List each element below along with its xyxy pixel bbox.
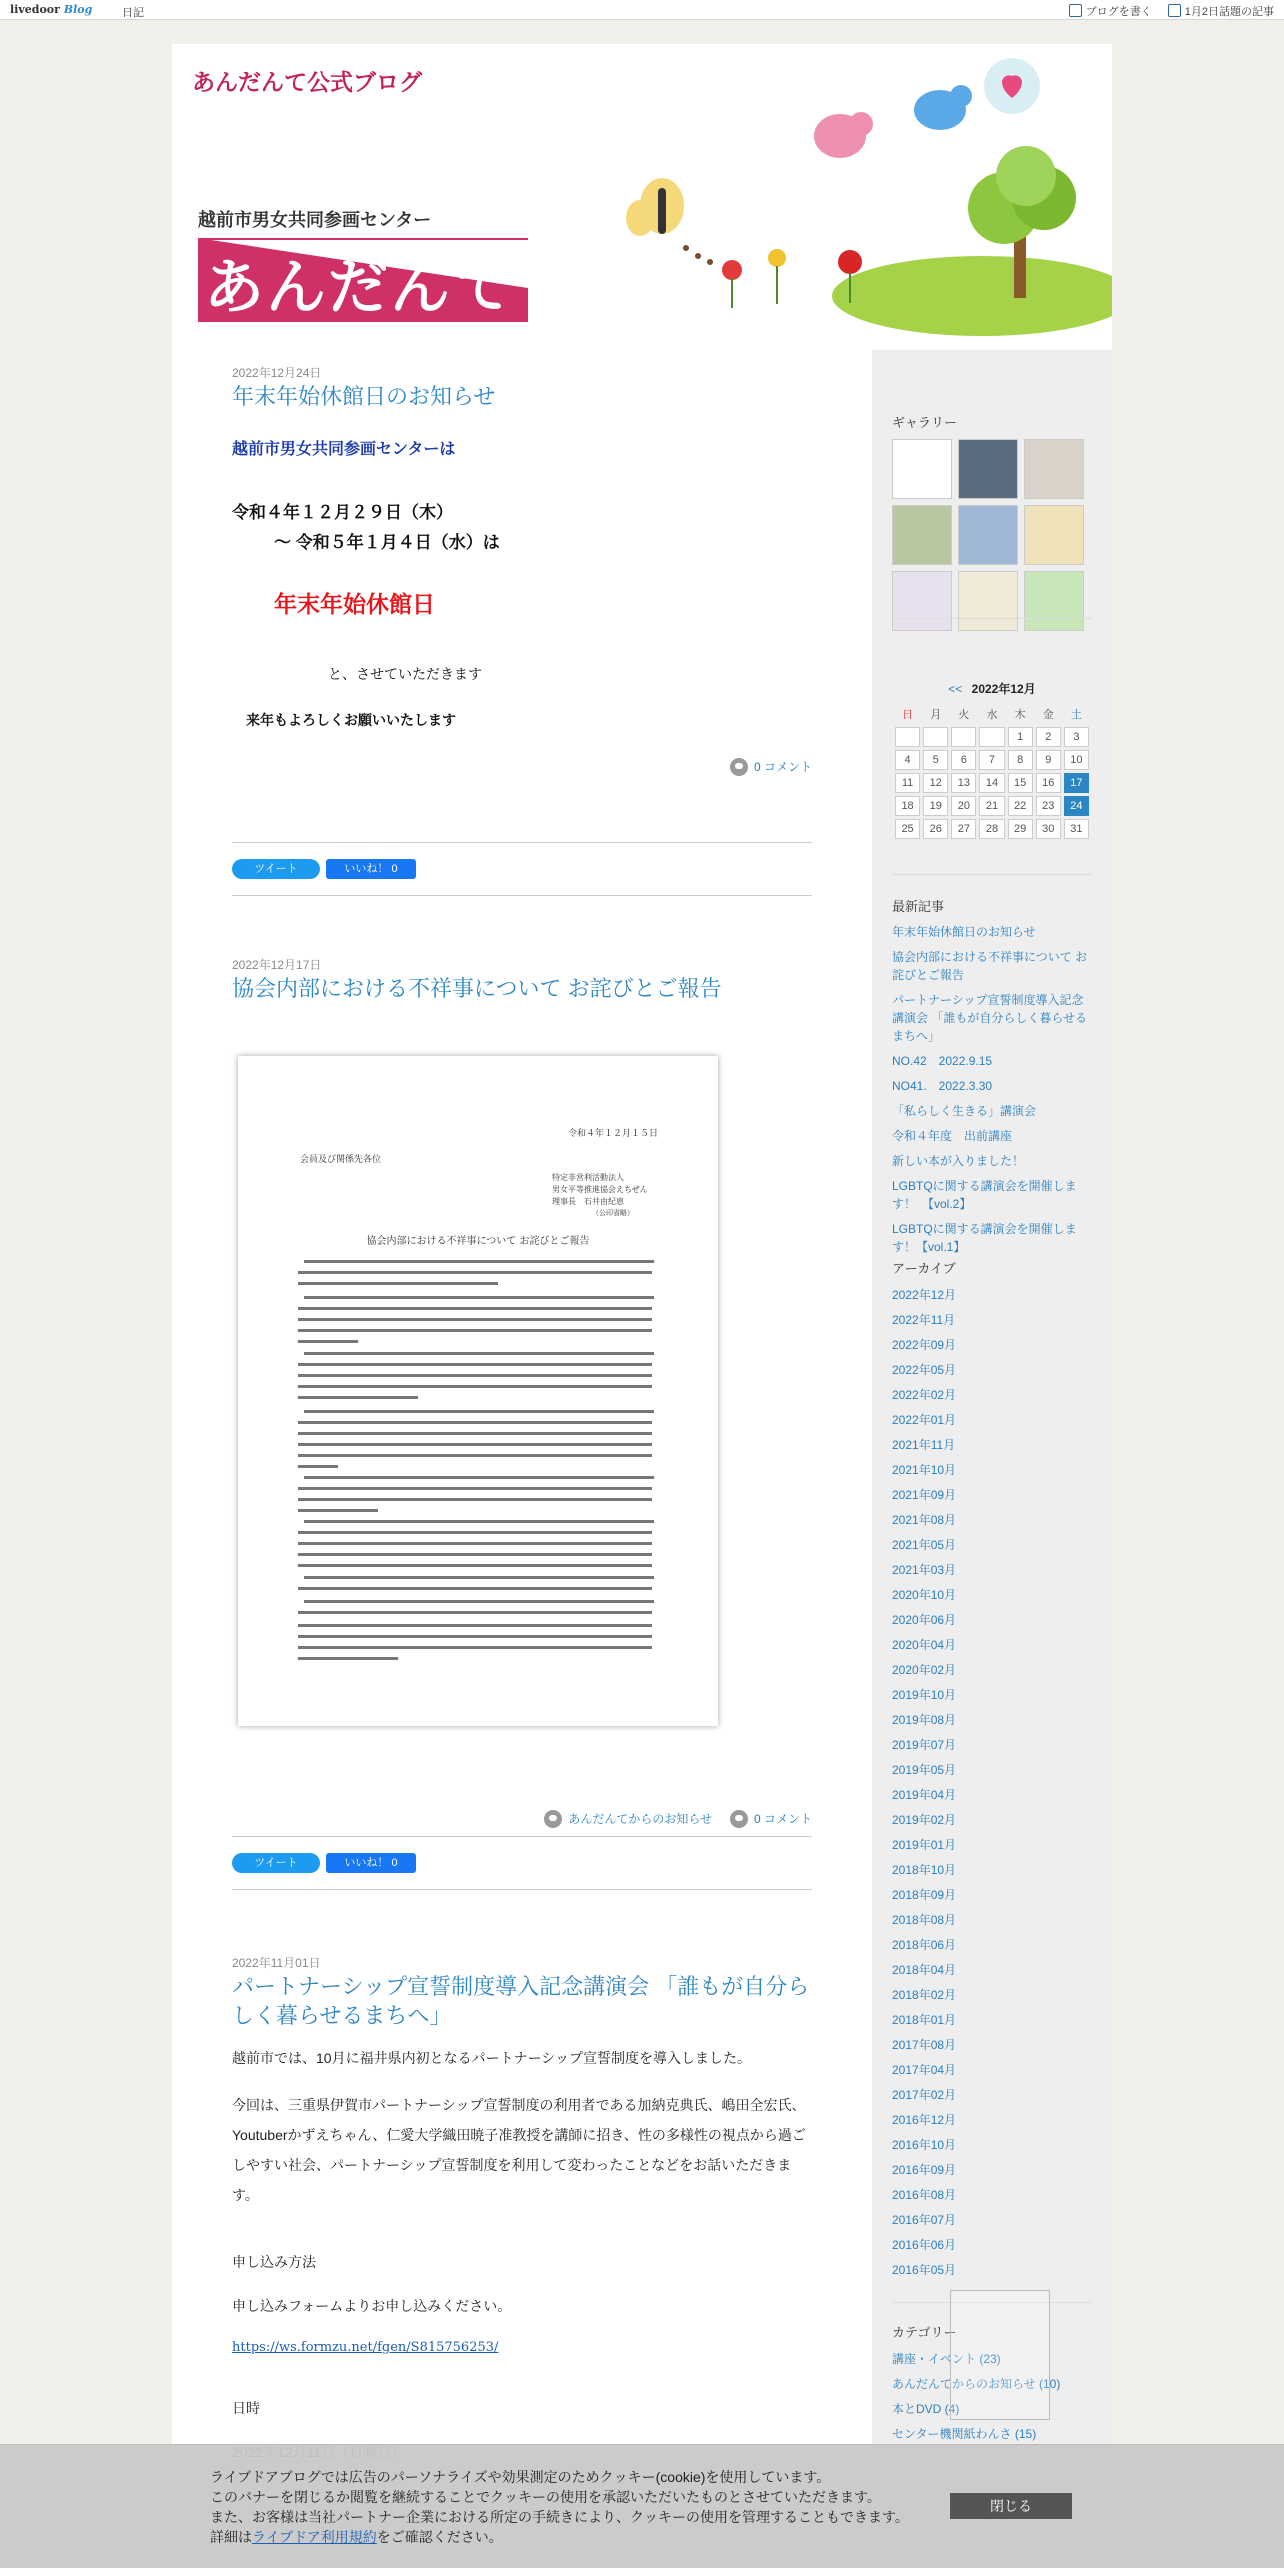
post-1: [232, 364, 812, 875]
list-item: [892, 1710, 1092, 1731]
list-item: [892, 1685, 1092, 1706]
share-buttons: [232, 1853, 416, 1873]
notice-line-4: 年末年始休館日: [274, 591, 435, 617]
calendar-day[interactable]: 24: [1064, 796, 1089, 816]
cookie-text: [210, 2467, 909, 2547]
divider: [892, 618, 1092, 619]
recent-list: [892, 923, 1092, 1256]
list-item: [892, 2260, 1092, 2281]
calendar-weekday: 木: [1014, 709, 1026, 721]
divider: [232, 895, 812, 896]
calendar-day: 18: [895, 796, 920, 816]
divider: [232, 842, 812, 843]
category-link[interactable]: あんだんてからのお知らせ: [544, 1810, 712, 1828]
gallery-thumb[interactable]: [892, 571, 952, 631]
terms-link[interactable]: ライブドア利用規約: [252, 2529, 377, 2545]
sidebar: [872, 350, 1112, 2568]
recent-post-link[interactable]: LGBTQに関する講演会を開催します！【vol.1】: [892, 1222, 1077, 1254]
list-item: [892, 923, 1092, 941]
gallery-thumb[interactable]: [1024, 571, 1084, 631]
calendar-section: [892, 680, 1092, 842]
calendar-table: [892, 701, 1092, 842]
broken-image-placeholder: [950, 2290, 1050, 2420]
calendar-header: [892, 680, 1092, 697]
archive-link[interactable]: 2022年12月: [892, 1288, 957, 1302]
gallery-thumb[interactable]: [958, 571, 1018, 631]
gallery-thumb[interactable]: [1024, 439, 1084, 499]
archive-link[interactable]: 2022年01月: [892, 1413, 957, 1427]
list-item: [892, 2210, 1092, 2231]
list-item: [892, 1860, 1092, 1881]
archive-link[interactable]: 2021年09月: [892, 1488, 957, 1502]
page-container: [172, 44, 1112, 2568]
doc-org: 男女平等推進協会えちぜん: [552, 1185, 648, 1194]
calendar-day: 19: [923, 796, 948, 816]
calendar-day: [951, 727, 976, 747]
archive-link[interactable]: 2018年02月: [892, 1988, 957, 2002]
archive-link[interactable]: 2018年01月: [892, 2013, 957, 2027]
list-item: [892, 1510, 1092, 1531]
recent-post-link[interactable]: 新しい本が入りました！: [892, 1154, 1025, 1168]
gallery-thumb[interactable]: [958, 505, 1018, 565]
archive-link[interactable]: 2020年04月: [892, 1638, 957, 1652]
archive-link[interactable]: 2019年01月: [892, 1838, 957, 1852]
calendar-weekday: 月: [930, 709, 942, 721]
comment-icon: [730, 758, 748, 776]
calendar-day: 21: [979, 796, 1004, 816]
calendar-day: 8: [1008, 750, 1033, 770]
calendar-day: 6: [951, 750, 976, 770]
calendar-weekday: 火: [958, 709, 970, 721]
calendar-day: 27: [951, 819, 976, 839]
doc-body-text: [298, 1260, 658, 1620]
list-item: [892, 1610, 1092, 1631]
calendar-day: 23: [1036, 796, 1061, 816]
archive-link[interactable]: 2016年12月: [892, 2113, 957, 2127]
post-title[interactable]: 年末年始休館日のお知らせ: [232, 384, 496, 409]
list-item: [892, 1460, 1092, 1481]
list-item: [892, 1935, 1092, 1956]
notice-line-1: 越前市男女共同参画センターは: [232, 441, 456, 458]
calendar-day: 15: [1008, 773, 1033, 793]
calendar-day: [895, 727, 920, 747]
notice-line-2: 令和４年１２月２９日（木）: [232, 503, 453, 522]
recent-post-link[interactable]: NO41. 2022.3.30: [892, 1079, 993, 1093]
doc-org: （公印省略）: [592, 1209, 634, 1217]
doc-heading: 協会内部における不祥事について お詫びとご報告: [366, 1236, 590, 1247]
list-item: [892, 1810, 1092, 1831]
share-buttons: [232, 859, 416, 879]
calendar-day[interactable]: 17: [1064, 773, 1089, 793]
list-item: [892, 1635, 1092, 1656]
notice-line-6: 来年もよろしくお願いいたします: [246, 712, 456, 728]
calendar-day: [923, 727, 948, 747]
archive-link[interactable]: 2019年08月: [892, 1713, 957, 1727]
divider: [892, 874, 1092, 875]
tweet-button[interactable]: ツイート: [232, 1853, 320, 1873]
doc-body-text: [298, 1624, 658, 1664]
post-3: [232, 1954, 812, 2416]
list-item: [892, 1102, 1092, 1120]
calendar-day: 22: [1008, 796, 1033, 816]
archive-link[interactable]: 2019年04月: [892, 1788, 957, 1802]
calendar-weekday: 土: [1070, 709, 1082, 721]
gallery-grid: [892, 439, 1092, 631]
gallery-thumb[interactable]: [892, 439, 952, 499]
archive-link[interactable]: 2019年07月: [892, 1738, 957, 1752]
divider: [232, 1889, 812, 1890]
doc-org: 理事長 石井由紀恵: [552, 1197, 624, 1206]
list-item: [892, 2035, 1092, 2056]
list-item: [892, 1560, 1092, 1581]
comments-link[interactable]: 0 コメント: [730, 1810, 812, 1828]
calendar-day: 25: [895, 819, 920, 839]
doc-date: 令和４年１２月１５日: [567, 1129, 658, 1139]
doc-org: 特定非営利活動法人: [552, 1173, 624, 1182]
post-date: 2022年12月17日: [232, 958, 322, 972]
calendar-day: 3: [1064, 727, 1089, 747]
list-item: [892, 1285, 1092, 1306]
calendar-prev[interactable]: <<: [948, 682, 963, 696]
archive-link[interactable]: 2022年05月: [892, 1363, 957, 1377]
write-blog-link[interactable]: ブログを書く: [1069, 3, 1152, 19]
list-item: [892, 2135, 1092, 2156]
list-item: [892, 2424, 1092, 2445]
calendar-weekday: 日: [902, 709, 914, 721]
calendar-day: 4: [895, 750, 920, 770]
list-item: [892, 2085, 1092, 2106]
archive-link[interactable]: 2016年10月: [892, 2138, 957, 2152]
calendar-day: 2: [1036, 727, 1061, 747]
apply-text: 申し込みフォームよりお申し込みください。: [232, 2298, 512, 2314]
recent-post-link[interactable]: パートナーシップ宣誓制度導入記念講演会 「誰もが自分らしく暮らせるまちへ」: [892, 993, 1087, 1043]
list-item: [892, 1785, 1092, 1806]
archive-link[interactable]: 2021年03月: [892, 1563, 957, 1577]
gallery-section: [892, 412, 1092, 631]
list-item: [892, 1177, 1092, 1213]
archive-link[interactable]: 2022年09月: [892, 1338, 957, 1352]
category-link[interactable]: センター機関紙わんさ (15): [892, 2427, 1037, 2441]
recent-post-link[interactable]: 年末年始休館日のお知らせ: [892, 925, 1036, 939]
calendar-day: 16: [1036, 773, 1061, 793]
center-name: 越前市男女共同参画センター: [198, 210, 432, 230]
archive-link[interactable]: 2016年09月: [892, 2163, 957, 2177]
list-item: [892, 1435, 1092, 1456]
calendar-weekday: 水: [986, 709, 998, 721]
archive-link[interactable]: 2017年08月: [892, 2038, 957, 2052]
archive-link[interactable]: 2018年10月: [892, 1863, 957, 1877]
archive-heading: アーカイブ: [892, 1261, 956, 1276]
archive-link[interactable]: 2016年06月: [892, 2238, 957, 2252]
archive-link[interactable]: 2016年07月: [892, 2213, 957, 2227]
archive-link[interactable]: 2021年11月: [892, 1438, 956, 1452]
list-item: [892, 2185, 1092, 2206]
calendar-day: 9: [1036, 750, 1061, 770]
doc-to: 会員及び関係先各位: [300, 1155, 382, 1165]
gallery-thumb[interactable]: [958, 439, 1018, 499]
gallery-thumb[interactable]: [1024, 505, 1084, 565]
list-item: [892, 1760, 1092, 1781]
category-link[interactable]: あんだんてからのお知らせ (10): [892, 2377, 1061, 2391]
logo-text: あんだんて: [204, 253, 514, 323]
folder-icon: [544, 1810, 562, 1828]
archive-link[interactable]: 2021年05月: [892, 1538, 957, 1552]
calendar-day: 31: [1064, 819, 1089, 839]
post-date: 2022年11月01日: [232, 1956, 321, 1970]
calendar-day: 11: [895, 773, 920, 793]
apply-form-link[interactable]: https://ws.formzu.net/fgen/S815756253/: [232, 2340, 499, 2355]
list-item: [892, 1335, 1092, 1356]
list-item: [892, 1385, 1092, 1406]
pencil-icon: [1069, 4, 1082, 17]
post-2: [232, 956, 812, 1869]
andante-logo: [198, 238, 528, 322]
cookie-line: ライブドアブログでは広告のパーソナライズや効果測定のためクッキー(cookie)を使用しています。: [210, 2469, 831, 2485]
list-item: [892, 1985, 1092, 2006]
list-item: [892, 1660, 1092, 1681]
hot-topics-link[interactable]: 1月2日話題の記事: [1168, 3, 1274, 19]
blog-title[interactable]: あんだんて公式ブログ: [192, 69, 422, 95]
post-meta: [232, 758, 812, 776]
list-item: [892, 1585, 1092, 1606]
list-item: [892, 1960, 1092, 1981]
calendar-day: 29: [1008, 819, 1033, 839]
list-item: [892, 1910, 1092, 1931]
post-date: 2022年12月24日: [232, 366, 322, 380]
notice-line-5: と、させていただきます: [328, 666, 482, 682]
gallery-thumb[interactable]: [892, 505, 952, 565]
cookie-line: また、お客様は当社パートナー企業における所定の手続きにより、クッキーの使用を管理することもできます。: [210, 2509, 909, 2525]
list-item: [892, 1310, 1092, 1331]
archive-link[interactable]: 2020年06月: [892, 1613, 957, 1627]
calendar-day: 12: [923, 773, 948, 793]
list-item: [892, 1885, 1092, 1906]
archive-link[interactable]: 2018年04月: [892, 1963, 957, 1977]
list-item: [892, 2060, 1092, 2081]
archive-link[interactable]: 2016年05月: [892, 2263, 957, 2277]
livedoor-logo[interactable]: livedoor Blog: [10, 3, 93, 16]
calendar-day: 1: [1008, 727, 1033, 747]
calendar-day: 28: [979, 819, 1004, 839]
archive-link[interactable]: 2022年02月: [892, 1388, 957, 1402]
calendar-icon: [1168, 4, 1181, 17]
archive-list: [892, 1285, 1092, 2281]
list-item: [892, 991, 1092, 1045]
archive-link[interactable]: 2016年08月: [892, 2188, 957, 2202]
list-item: [892, 2010, 1092, 2031]
post-paragraph: 越前市では、10月に福井県内初となるパートナーシップ宣誓制度を導入しました。: [232, 2050, 752, 2066]
calendar-day: 13: [951, 773, 976, 793]
list-item: [892, 1052, 1092, 1070]
post-title[interactable]: 協会内部における不祥事について お詫びとご報告: [232, 976, 722, 1001]
recent-post-link[interactable]: LGBTQに関する講演会を開催します！ 【vol.2】: [892, 1179, 1077, 1211]
list-item: [892, 1835, 1092, 1856]
calendar-day: 20: [951, 796, 976, 816]
gallery-heading: ギャラリー: [892, 415, 958, 430]
list-item: [892, 2110, 1092, 2131]
cookie-close-button[interactable]: 閉じる: [950, 2493, 1072, 2519]
apology-document-image[interactable]: [238, 1056, 718, 1726]
list-item: [892, 2235, 1092, 2256]
archive-link[interactable]: 2020年10月: [892, 1588, 957, 1602]
top-bar: [0, 0, 1284, 20]
recent-heading: 最新記事: [892, 899, 945, 914]
calendar-day: 5: [923, 750, 948, 770]
cookie-line: このバナーを閉じるか閲覧を継続することでクッキーの使用を承認いただいたものとさせていただきます。: [210, 2489, 881, 2505]
recent-section: [892, 896, 1092, 1263]
archive-link[interactable]: 2019年05月: [892, 1763, 957, 1777]
calendar-day: 14: [979, 773, 1004, 793]
notice-line-3: ～ 令和５年１月４日（水）は: [274, 533, 500, 552]
comments-link[interactable]: 0 コメント: [730, 758, 812, 776]
post-paragraph: 今回は、三重県伊賀市パートナーシップ宣誓制度の利用者である加納克典氏、嶋田全宏氏、Youtuberかずえちゃん、仁愛大学織田暁子准教授を講師に招き、性の多様性の視点から過ごしやすい社会、パートナーシップ宣誓制度を利用して変わったことなどをお話いただきます。: [232, 2097, 806, 2203]
list-item: [892, 1485, 1092, 1506]
nav-diary[interactable]: 日記: [122, 7, 144, 19]
comment-icon: [730, 1810, 748, 1828]
archive-link[interactable]: 2017年02月: [892, 2088, 957, 2102]
calendar-day: 26: [923, 819, 948, 839]
list-item: [892, 1127, 1092, 1145]
archive-link[interactable]: 2018年08月: [892, 1913, 957, 1927]
tweet-button[interactable]: ツイート: [232, 859, 320, 879]
post-meta: [232, 1810, 812, 1828]
archive-link[interactable]: 2017年04月: [892, 2063, 957, 2077]
archive-link[interactable]: 2019年10月: [892, 1688, 957, 1702]
archive-link[interactable]: 2018年06月: [892, 1938, 957, 1952]
archive-section: [892, 1258, 1092, 2285]
list-item: [892, 1360, 1092, 1381]
calendar-weekday: 金: [1042, 709, 1054, 721]
recent-post-link[interactable]: NO.42 2022.9.15: [892, 1054, 993, 1068]
calendar-day: 10: [1064, 750, 1089, 770]
divider: [232, 1836, 812, 1837]
blog-header: [172, 44, 1112, 350]
list-item: [892, 1220, 1092, 1256]
category-link[interactable]: 本とDVD (4): [892, 2402, 960, 2416]
list-item: [892, 1152, 1092, 1170]
list-item: [892, 948, 1092, 984]
calendar-day: 30: [1036, 819, 1061, 839]
post-title[interactable]: パートナーシップ宣誓制度導入記念講演会 「誰もが自分らしく暮らせるまちへ」: [232, 1974, 810, 2028]
cookie-banner: [0, 2444, 1284, 2568]
category-link[interactable]: 講座・イベント (23): [892, 2352, 1001, 2366]
cookie-line: 詳細はライブドア利用規約をご確認ください。: [210, 2529, 503, 2545]
archive-link[interactable]: 2021年08月: [892, 1513, 957, 1527]
like-button[interactable]: いいね！ 0: [326, 1853, 416, 1873]
archive-link[interactable]: 2021年10月: [892, 1463, 957, 1477]
recent-post-link[interactable]: 「私らしく生きる」講演会: [892, 1104, 1037, 1118]
archive-link[interactable]: 2020年02月: [892, 1663, 957, 1677]
recent-post-link[interactable]: 令和４年度 出前講座: [892, 1129, 1013, 1143]
list-item: [892, 1535, 1092, 1556]
category-heading: カテゴリー: [892, 2325, 957, 2340]
calendar-day: 7: [979, 750, 1004, 770]
list-item: [892, 1735, 1092, 1756]
list-item: [892, 2160, 1092, 2181]
list-item: [892, 1410, 1092, 1431]
archive-link[interactable]: 2022年11月: [892, 1313, 956, 1327]
recent-post-link[interactable]: 協会内部における不祥事について お詫びとご報告: [892, 950, 1088, 982]
archive-link[interactable]: 2018年09月: [892, 1888, 957, 1902]
calendar-day: [979, 727, 1004, 747]
date-heading: 日時: [232, 2400, 260, 2416]
header-illustration: [612, 48, 1112, 348]
archive-link[interactable]: 2019年02月: [892, 1813, 957, 1827]
apply-heading: 申し込み方法: [232, 2254, 316, 2270]
calendar-month: 2022年12月: [971, 682, 1036, 696]
list-item: [892, 1077, 1092, 1095]
like-button[interactable]: いいね！ 0: [326, 859, 416, 879]
